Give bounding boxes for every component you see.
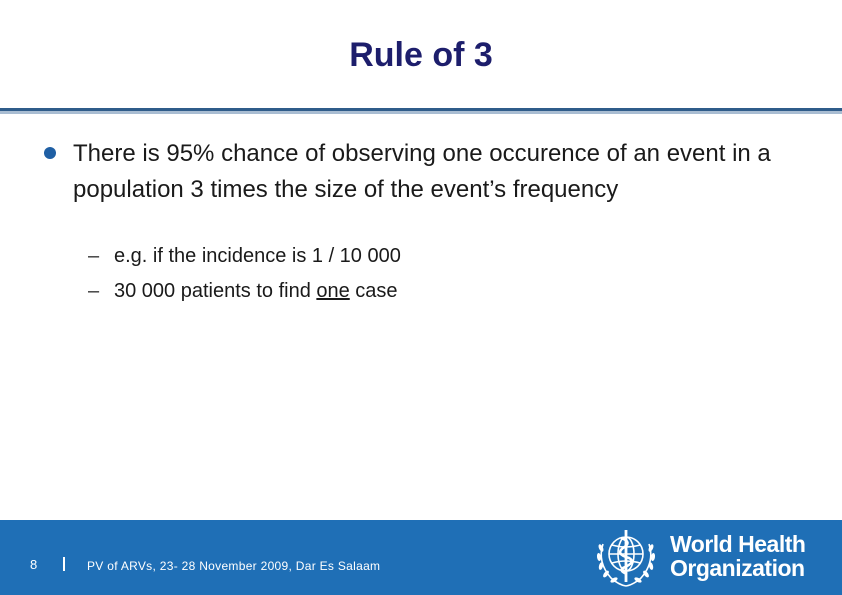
footer-event-text: PV of ARVs, 23- 28 November 2009, Dar Es Salaam <box>87 559 381 573</box>
sub-bullet-text: e.g. if the incidence is 1 / 10 000 <box>114 245 401 267</box>
slide-title: Rule of 3 <box>349 36 493 74</box>
sub-bullet-item <box>88 242 401 270</box>
sub-bullet-text-emphasis: one <box>316 280 350 302</box>
dash-icon: – <box>88 280 100 302</box>
sub-bullet-text-suffix: case <box>349 280 398 302</box>
who-logo-text <box>670 532 805 580</box>
sub-bullet-item <box>88 277 398 305</box>
who-logo-line1: World Health <box>670 531 806 557</box>
title-divider <box>0 108 842 114</box>
bullet-item <box>44 136 784 208</box>
dash-icon: – <box>88 245 100 267</box>
page-separator <box>63 557 65 571</box>
who-logo-line2: Organization <box>670 555 805 581</box>
bullet-text: There is 95% chance of observing one occurence of an event in a population 3 times the size of the event’s frequency <box>73 140 771 203</box>
bullet-dot-icon <box>44 147 56 159</box>
sub-bullet-text-prefix: 30 000 patients to find <box>114 280 317 302</box>
who-emblem-icon <box>591 524 661 592</box>
page-number: 8 <box>30 557 38 572</box>
footer-bar <box>0 520 842 595</box>
